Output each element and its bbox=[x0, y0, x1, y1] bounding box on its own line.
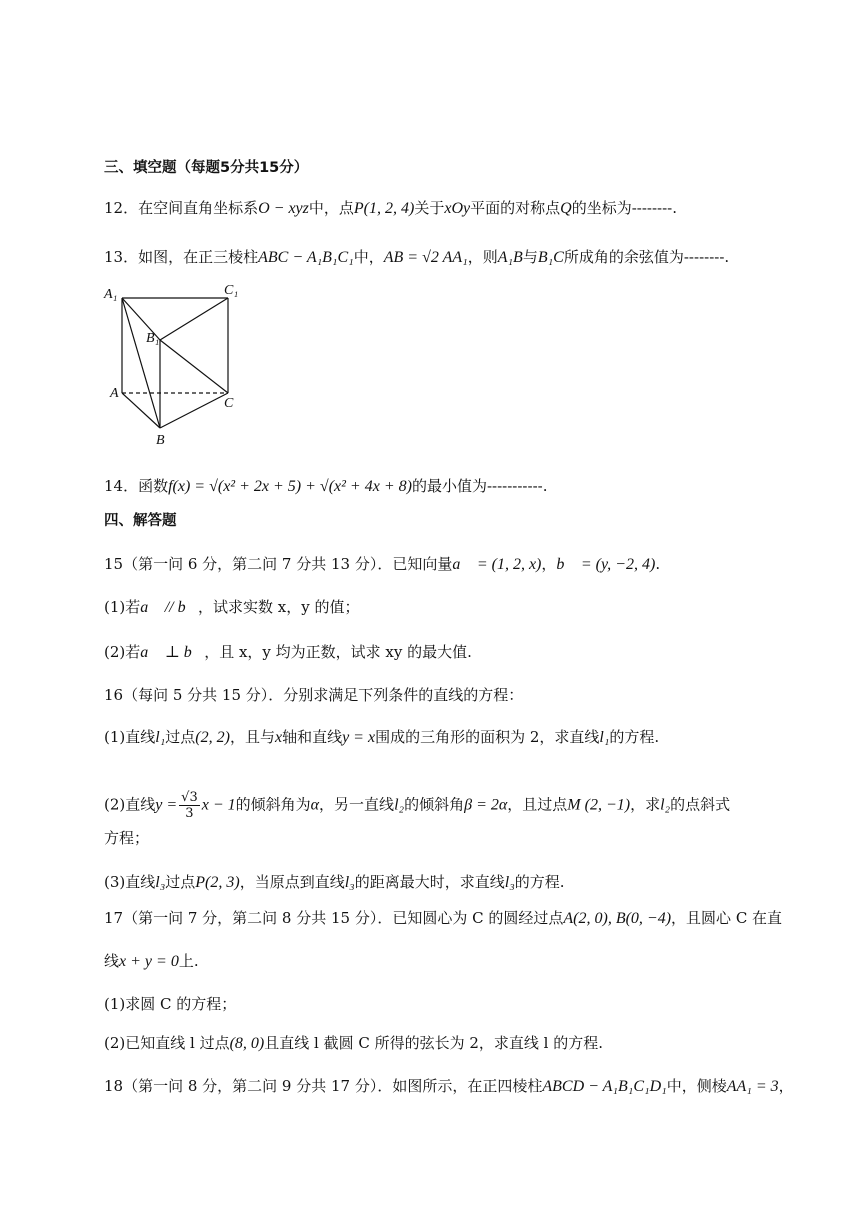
q12-mid3: 平面的对称点 bbox=[470, 199, 561, 217]
q15-p1-suffix: ，试求实数 x，y 的值； bbox=[198, 598, 360, 616]
question-16-part3 bbox=[104, 871, 565, 894]
q16-p2-b: 的倾斜角为 bbox=[235, 795, 311, 814]
q17-line2-b: 上. bbox=[178, 952, 199, 970]
question-17-intro bbox=[104, 907, 782, 930]
q16-p3-l3-c: l₃ bbox=[504, 874, 515, 891]
q12-suffix: 的坐标为--------. bbox=[571, 199, 678, 217]
label-a: A bbox=[110, 386, 119, 401]
q18-edge: AA₁ = 3 bbox=[726, 1078, 779, 1095]
question-16-part1 bbox=[104, 726, 659, 749]
q16-p1-b: 过点 bbox=[165, 728, 196, 746]
q16-p2-eq-left: y = bbox=[155, 796, 178, 814]
q16-p2-eq-right: x − 1 bbox=[201, 796, 236, 814]
q17-line2-a: 线 bbox=[104, 952, 120, 970]
q14-prefix: 14．函数 bbox=[104, 477, 169, 495]
q17-p2-pt: (8, 0) bbox=[229, 1035, 265, 1052]
q15-p1-cond: a⃗ // b⃗ bbox=[140, 599, 199, 616]
q16-p1-e: 围成的三角形的面积为 2，求直线 bbox=[375, 728, 600, 746]
question-14 bbox=[104, 475, 547, 498]
q16-p1-a: (1)直线 bbox=[104, 728, 156, 746]
q15-p2-cond: a⃗ ⊥ b⃗ bbox=[140, 644, 205, 661]
edge-b-c bbox=[160, 393, 228, 428]
q15-vec-a: a⃗ = (1, 2, x) bbox=[452, 556, 542, 573]
q15-p1-prefix: (1)若 bbox=[104, 598, 141, 616]
q16-p3-c: ，当原点到直线 bbox=[239, 873, 345, 891]
question-18-intro bbox=[104, 1075, 794, 1098]
question-17-intro-cont bbox=[104, 950, 199, 973]
q16-p3-l3-b: l₃ bbox=[344, 874, 355, 891]
q16-p3-d: 的距离最大时，求直线 bbox=[354, 873, 505, 891]
question-15-part2 bbox=[104, 641, 472, 664]
question-16-part2-cont: 方程； bbox=[104, 829, 150, 847]
q15-period: . bbox=[655, 555, 661, 573]
q16-p2-e: ，且过点 bbox=[507, 795, 568, 814]
q16-p3-l3: l₃ bbox=[155, 874, 166, 891]
q12-prefix: 12．在空间直角坐标系 bbox=[104, 199, 259, 217]
q16-p2-num: √3 bbox=[181, 790, 198, 805]
section-heading-solve: 四、解答题 bbox=[104, 513, 177, 529]
label-a1: A₁ bbox=[104, 287, 118, 302]
q16-p1-l1: l₁ bbox=[155, 729, 166, 746]
q17-p2-b: 且直线 l 截圆 C 所得的弦长为 2，求直线 l 的方程. bbox=[264, 1034, 604, 1052]
q17-intro2: ，且圆心 C 在直 bbox=[671, 909, 783, 927]
q12-mid2: 关于 bbox=[414, 199, 445, 217]
question-17-part1: (1)求圆 C 的方程； bbox=[104, 995, 237, 1013]
q16-p3-b: 过点 bbox=[165, 873, 196, 891]
q18-intro: 18（第一问 8 分，第二问 9 分共 17 分）．如图所示，在正四棱柱 bbox=[104, 1077, 543, 1095]
q16-p2-f: ，求 bbox=[630, 795, 661, 814]
q16-p2-d: 的倾斜角 bbox=[404, 795, 465, 814]
label-c1: C₁ bbox=[224, 283, 239, 298]
label-b: B bbox=[156, 433, 165, 448]
question-15-part1 bbox=[104, 596, 360, 619]
q12-point: P(1, 2, 4) bbox=[353, 200, 415, 217]
q16-p1-l1-again: l₁ bbox=[599, 729, 610, 746]
q16-p1-x: x bbox=[274, 729, 283, 746]
question-16-part2 bbox=[104, 790, 730, 821]
q12-plane: xOy bbox=[444, 200, 471, 217]
q14-func: f(x) = √(x² + 2x + 5) + √(x² + 4x + 8) bbox=[168, 478, 412, 495]
q13-prefix: 13．如图，在正三棱柱 bbox=[104, 248, 259, 266]
q15-vec-b: b⃗ = (y, −2, 4) bbox=[556, 556, 656, 573]
q16-p1-pt: (2, 2) bbox=[195, 729, 230, 746]
question-16-intro: 16（每问 5 分共 15 分）．分别求满足下列条件的直线的方程： bbox=[104, 686, 524, 704]
q18-prism: ABCD − A₁B₁C₁D₁ bbox=[542, 1078, 667, 1095]
q16-p3-a: (3)直线 bbox=[104, 873, 156, 891]
q16-p2-beta: β = 2α bbox=[464, 796, 508, 814]
q12-system: O − xyz bbox=[258, 200, 309, 217]
q12-q: Q bbox=[560, 200, 572, 217]
q13-cond: AB = √2 AA₁ bbox=[383, 249, 468, 266]
q13-seg2: B₁C bbox=[537, 249, 564, 266]
question-17-part2 bbox=[104, 1032, 603, 1055]
segment-b1-c bbox=[160, 340, 228, 393]
q16-p2-den: 3 bbox=[185, 806, 194, 821]
q13-prism: ABC − A₁B₁C₁ bbox=[258, 249, 354, 266]
q16-p2-c: ，另一直线 bbox=[319, 795, 395, 814]
q16-p2-g: 的点斜式 bbox=[670, 795, 731, 814]
section-heading-fill-in: 三、填空题（每题5分共15分） bbox=[104, 160, 309, 176]
prism-figure bbox=[100, 280, 260, 450]
q13-mid1: 中， bbox=[353, 248, 384, 266]
q13-mid2: ，则 bbox=[467, 248, 498, 266]
q16-p3-p: P(2, 3) bbox=[195, 874, 240, 891]
q17-intro: 17（第一问 7 分，第二问 8 分共 15 分）．已知圆心为 C 的圆经过点 bbox=[104, 909, 564, 927]
edge-b1-c1 bbox=[160, 298, 228, 340]
question-12 bbox=[104, 197, 677, 220]
q16-p2-a: (2)直线 bbox=[104, 795, 156, 814]
q15-comma: ， bbox=[541, 555, 557, 573]
q18-mid: 中，侧棱 bbox=[666, 1077, 727, 1095]
q12-mid1: 中，点 bbox=[308, 199, 354, 217]
q14-suffix: 的最小值为-----------. bbox=[411, 477, 548, 495]
q16-p2-l2: l₂ bbox=[394, 796, 405, 814]
q13-mid3: 与 bbox=[522, 248, 538, 266]
q16-p2-alpha: α bbox=[310, 796, 320, 814]
q16-p1-c: ，且与 bbox=[229, 728, 275, 746]
segment-a1-b bbox=[122, 298, 160, 428]
label-b1: B₁ bbox=[146, 331, 160, 346]
q13-seg1: A₁B bbox=[497, 249, 523, 266]
q17-p2-a: (2)已知直线 l 过点 bbox=[104, 1034, 230, 1052]
label-c: C bbox=[224, 396, 234, 411]
q17-pts: A(2, 0), B(0, −4) bbox=[563, 910, 672, 927]
q15-p2-prefix: (2)若 bbox=[104, 643, 141, 661]
q17-line2-eq: x + y = 0 bbox=[119, 953, 179, 970]
q15-intro: 15（第一问 6 分，第二问 7 分共 13 分）．已知向量 bbox=[104, 555, 453, 573]
q16-p1-d: 轴和直线 bbox=[282, 728, 343, 746]
question-13 bbox=[104, 246, 729, 269]
q16-p1-yx: y = x bbox=[342, 729, 376, 746]
q18-end: ， bbox=[778, 1077, 794, 1095]
q16-p2-l2-again: l₂ bbox=[660, 796, 671, 814]
question-15-intro bbox=[104, 553, 660, 576]
q16-p1-f: 的方程. bbox=[609, 728, 660, 746]
q13-suffix: 所成角的余弦值为--------. bbox=[563, 248, 730, 266]
q16-p2-fraction bbox=[179, 790, 200, 821]
q15-p2-suffix: ，且 x，y 均为正数，试求 xy 的最大值. bbox=[204, 643, 472, 661]
q16-p3-e: 的方程. bbox=[514, 873, 565, 891]
q16-p2-m: M (2, −1) bbox=[567, 796, 631, 814]
